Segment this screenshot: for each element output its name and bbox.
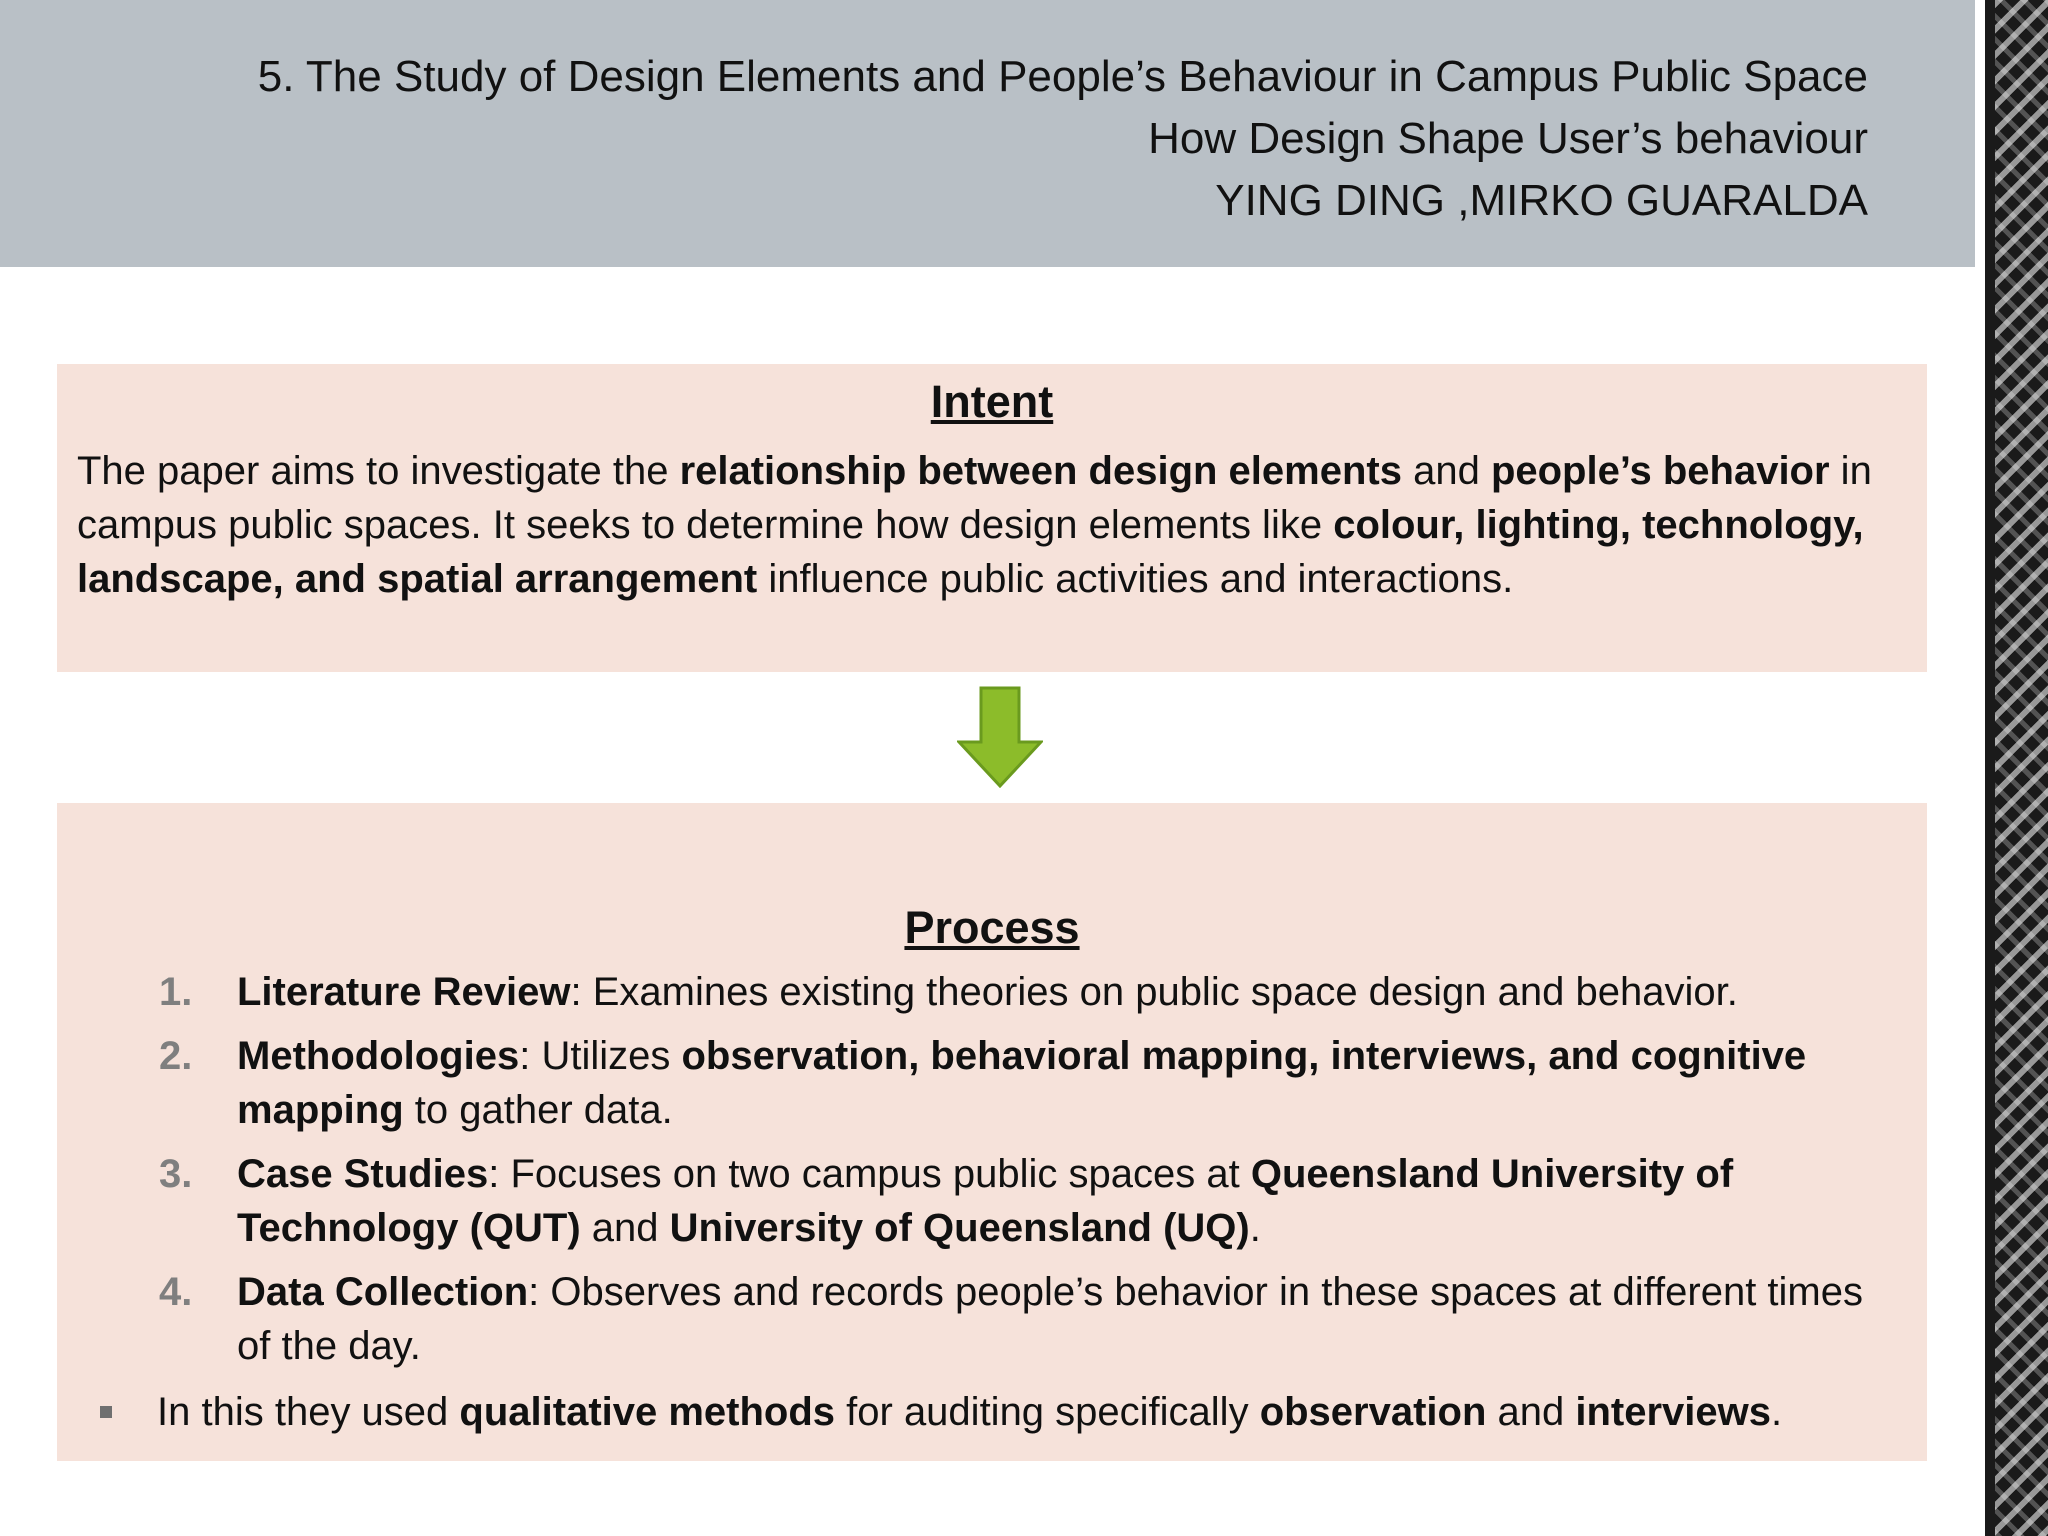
- intent-text-4: influence public activities and interactions.: [757, 557, 1514, 601]
- slide-subtitle: How Design Shape User’s behaviour: [1148, 114, 1868, 163]
- item-heading: Literature Review: [237, 970, 571, 1014]
- intent-bold-2: people’s behavior: [1490, 449, 1830, 493]
- side-divider: [1975, 0, 1985, 1536]
- process-heading: Process: [904, 902, 1080, 953]
- list-item-methodologies: [97, 1029, 1897, 1137]
- intent-panel: [57, 364, 1927, 672]
- item-text: : Utilizes: [519, 1034, 682, 1078]
- item-text: .: [1249, 1206, 1261, 1250]
- list-number: 2.: [159, 1034, 193, 1078]
- side-pattern: [1995, 0, 2048, 1536]
- intent-heading: Intent: [930, 376, 1054, 427]
- bullet-text: and: [1486, 1390, 1576, 1434]
- item-heading: Case Studies: [237, 1152, 489, 1196]
- list-number: 1.: [159, 970, 193, 1014]
- item-text: to gather data.: [403, 1088, 673, 1132]
- item-text: : Observes and records people’s behavior in these spaces at different times of the day.: [237, 1270, 1863, 1368]
- bullet-bold: observation: [1259, 1390, 1487, 1434]
- item-bold: observation, behavioral mapping, interviews, and cognitive mapping: [237, 1034, 1807, 1132]
- list-item-literature-review: [97, 965, 1897, 1019]
- bullet-text: for auditing specifically: [835, 1390, 1260, 1434]
- square-bullet-icon: [100, 1406, 112, 1418]
- intent-text-2: and: [1401, 449, 1491, 493]
- process-panel: [57, 803, 1927, 1461]
- item-bold: Queensland University of Technology (QUT): [237, 1152, 1734, 1250]
- intent-text-3: in campus public spaces. It seeks to determine how design elements like: [77, 449, 1872, 547]
- item-heading: Data Collection: [237, 1270, 529, 1314]
- bullet-bold: qualitative methods: [459, 1390, 836, 1434]
- item-heading: Methodologies: [237, 1034, 520, 1078]
- list-item-data-collection: [97, 1265, 1897, 1373]
- list-number: 4.: [159, 1270, 193, 1314]
- process-list: [97, 965, 1897, 1383]
- intent-text-1: The paper aims to investigate the: [77, 449, 680, 493]
- slide-authors: YING DING ,MIRKO GUARALDA: [1215, 176, 1868, 225]
- intent-bold-3: colour, lighting, technology, landscape, and spatial arrangement: [77, 503, 1864, 601]
- slide-title: 5. The Study of Design Elements and People’s Behaviour in Campus Public Space: [257, 52, 1868, 101]
- bullet-text: In this they used: [157, 1390, 460, 1434]
- list-number: 3.: [159, 1152, 193, 1196]
- item-bold: University of Queensland (UQ): [669, 1206, 1250, 1250]
- intent-bold-1: relationship between design elements: [679, 449, 1402, 493]
- intent-paragraph: [77, 444, 1907, 606]
- summary-bullet: [77, 1385, 1907, 1439]
- down-arrow-shape: [959, 688, 1041, 786]
- title-banner: [0, 0, 1975, 267]
- bullet-bold: interviews: [1575, 1390, 1772, 1434]
- down-arrow-icon: [957, 686, 1043, 788]
- bullet-text: .: [1771, 1390, 1783, 1434]
- item-text: and: [580, 1206, 670, 1250]
- list-item-case-studies: [97, 1147, 1897, 1255]
- item-text: : Focuses on two campus public spaces at: [488, 1152, 1251, 1196]
- item-text: : Examines existing theories on public space design and behavior.: [570, 970, 1738, 1014]
